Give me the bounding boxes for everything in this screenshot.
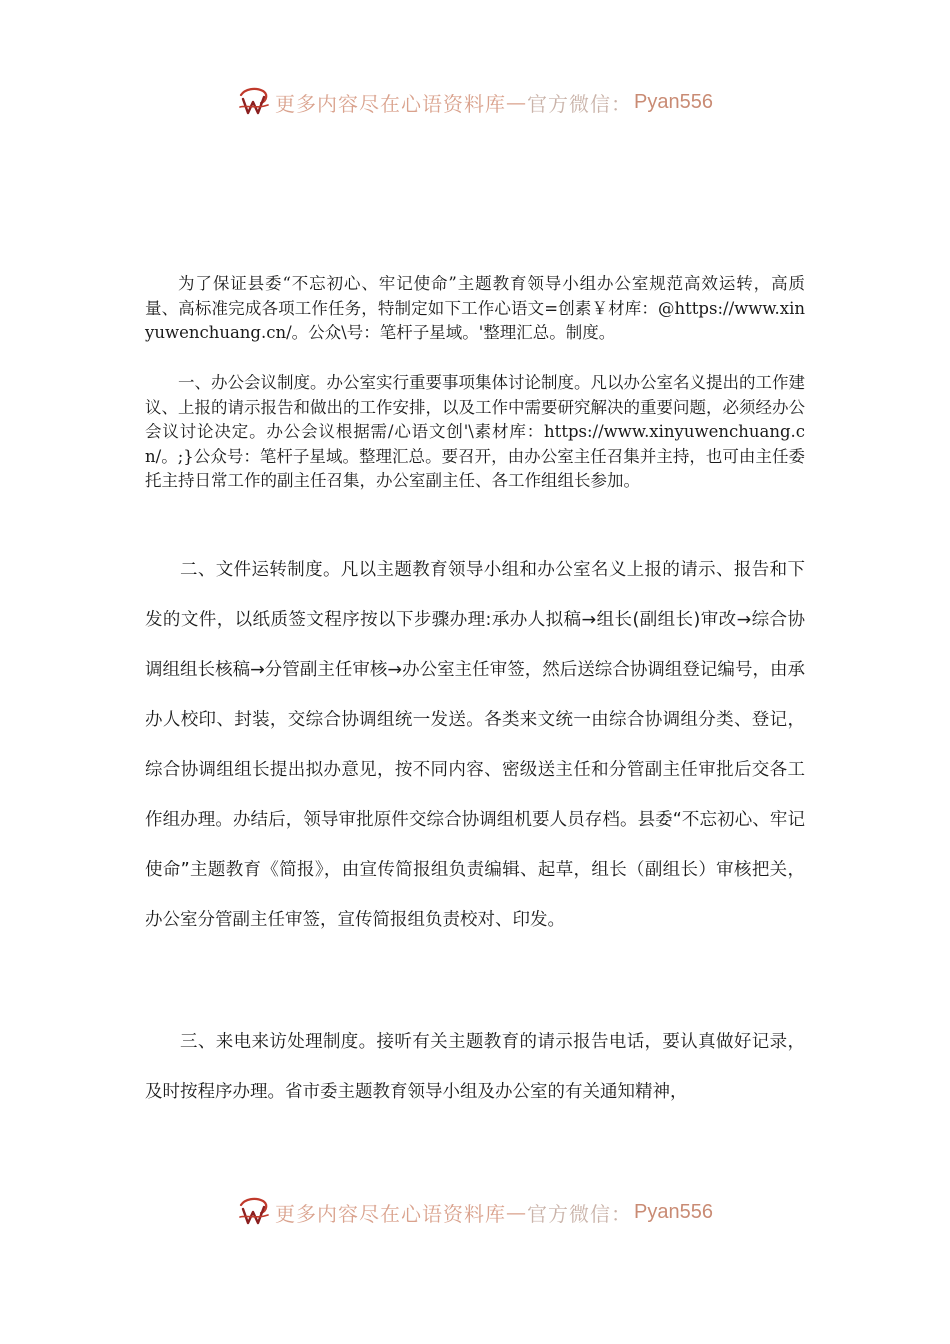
handwritten-w-logo-icon bbox=[237, 85, 271, 119]
watermark-label: 官方微信： bbox=[527, 91, 633, 116]
watermark-separator: — bbox=[506, 90, 528, 114]
section-meeting-system bbox=[145, 371, 805, 494]
section3-text: 三、来电来访处理制度。接听有关主题教育的请示报告电话，要认真做好记录，及时按程序办理。省市委主题教育领导小组及办公室的有关通知精神， bbox=[145, 1032, 805, 1102]
section-calls-visits bbox=[145, 1017, 805, 1117]
section-document-flow bbox=[145, 545, 805, 945]
section2-text: 二、文件运转制度。凡以主题教育领导小组和办公室名义上报的请示、报告和下发的文件，以纸质签文程序按以下步骤办理:承办人拟稿→组长(副组长)审改→综合协调组组长核稿→分管副主任审核→办公室主任审签，然后送综合协调组登记编号，由承办人校印、封装，交综合协调组统一发送。各类来文统一由综合协调组分类、登记，综合协调组组长提出拟办意见，按不同内容、密级送主任和分管副主任审批后交各工作组办理。办结后，领导审批原件交综合协调组机要人员存档。县委“不忘初心、牢记使命”主题教育《简报》，由宣传简报组负责编辑、起草，组长（副组长）审核把关，办公室分管副主任审签，宣传简报组负责校对、印发。 bbox=[145, 560, 805, 930]
watermark-separator: — bbox=[506, 1200, 528, 1224]
watermark-wechat-id: Pyan556 bbox=[634, 1200, 713, 1223]
footer-watermark bbox=[0, 1190, 950, 1234]
header-watermark bbox=[0, 80, 950, 124]
section1-text: 一、办公会议制度。办公室实行重要事项集体讨论制度。凡以办公室名义提出的工作建议、上报的请示报告和做出的工作安排，以及工作中需要研究解决的重要问题，必须经办公会议讨论决定。办公会议根据需/心语文创'\素材库：https://www.xinyuwenchuang.cn/。;}公众号：笔杆子星域。整理汇总。要召开，由办公室主任召集并主持，也可由主任委托主持日常工作的副主任召集，办公室副主任、各工作组组长参加。 bbox=[145, 373, 805, 491]
watermark-label: 官方微信： bbox=[527, 1201, 633, 1226]
watermark-wechat-id: Pyan556 bbox=[634, 90, 713, 113]
watermark-text: 更多内容尽在心语资料库 bbox=[275, 91, 507, 116]
handwritten-w-logo-icon bbox=[237, 1195, 271, 1229]
intro-paragraph bbox=[145, 272, 805, 346]
watermark-text: 更多内容尽在心语资料库 bbox=[275, 1201, 507, 1226]
intro-text: 为了保证县委“不忘初心、牢记使命”主题教育领导小组办公室规范高效运转，高质量、高标准完成各项工作任务，特制定如下工作心语文=创素￥材库：@https://www.xinyuwenchuang.cn/。公众\号：笔杆子星域。'整理汇总。制度。 bbox=[145, 274, 805, 343]
